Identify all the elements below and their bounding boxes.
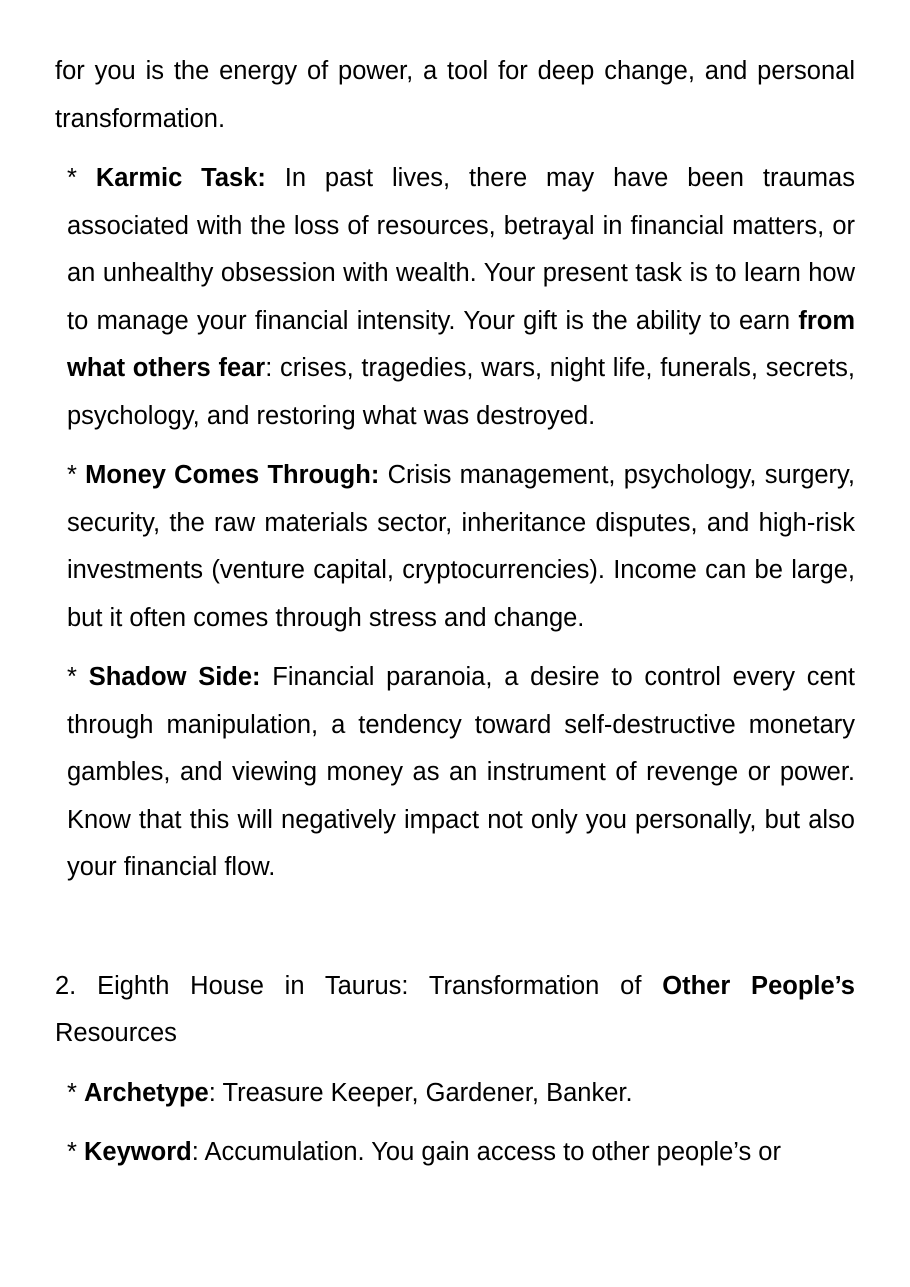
karmic-task-bullet — [55, 155, 855, 440]
spacer — [55, 642, 855, 654]
section-spacer — [55, 892, 855, 963]
intro-paragraph — [55, 48, 855, 143]
intro-text: for you is the energy of power, a tool for deep change, and personal transformation. — [55, 57, 855, 133]
money-comes-through-text: Crisis management, psychology, surgery, security, the raw materials sector, inheritance disputes, and high-risk investments (venture capital, cryptocurrencies). Income can be large, but it often comes through stress and change. — [67, 461, 855, 632]
section-heading — [55, 963, 855, 1058]
money-comes-through-label: Money Comes Through: — [85, 461, 380, 489]
archetype-bullet — [55, 1070, 855, 1118]
karmic-task-text-b: : crises, tragedies, wars, night life, funerals, secrets, psychology, and restoring what was destroyed. — [67, 354, 855, 430]
bullet-marker: * — [67, 1078, 85, 1107]
keyword-label: Keyword — [84, 1138, 192, 1166]
spacer — [55, 1117, 855, 1129]
archetype-text: : Treasure Keeper, Gardener, Banker. — [208, 1078, 633, 1107]
section-heading-bold: Other People’s — [662, 971, 855, 1000]
money-comes-through-bullet — [55, 452, 855, 642]
keyword-text: : Accumulation. You gain access to other people’s or — [191, 1138, 781, 1166]
section-heading-text-a: 2. Eighth House in Taurus: Transformation of — [55, 971, 663, 1000]
shadow-side-text: Financial paranoia, a desire to control every cent through manipulation, a tendency toward self-destructive monetary gambles, and viewing money as an instrument of revenge or power. Know that this will negatively impact not only you personally, but also your financial flow. — [67, 663, 855, 881]
bullet-marker: * — [67, 164, 96, 192]
karmic-task-label: Karmic Task: — [95, 164, 266, 192]
bullet-marker: * — [67, 1138, 85, 1166]
archetype-label: Archetype — [84, 1078, 209, 1107]
bullet-marker: * — [67, 663, 89, 691]
shadow-side-label: Shadow Side: — [88, 663, 261, 691]
karmic-task-emphasis: from what others fear — [67, 306, 855, 382]
karmic-task-text-a: In past lives, there may have been traumas associated with the loss of resources, betrayal in financial matters, or an unhealthy obsession with wealth. Your present task is to learn how to manage your financial intensity. Your gift is the ability to earn — [67, 164, 855, 335]
document-page — [55, 48, 855, 1177]
spacer — [55, 143, 855, 155]
section-heading-text-b: Resources — [55, 1019, 177, 1047]
shadow-side-bullet — [55, 654, 855, 892]
keyword-bullet — [55, 1129, 855, 1177]
spacer — [55, 1058, 855, 1070]
spacer — [55, 440, 855, 452]
bullet-marker: * — [67, 461, 86, 489]
